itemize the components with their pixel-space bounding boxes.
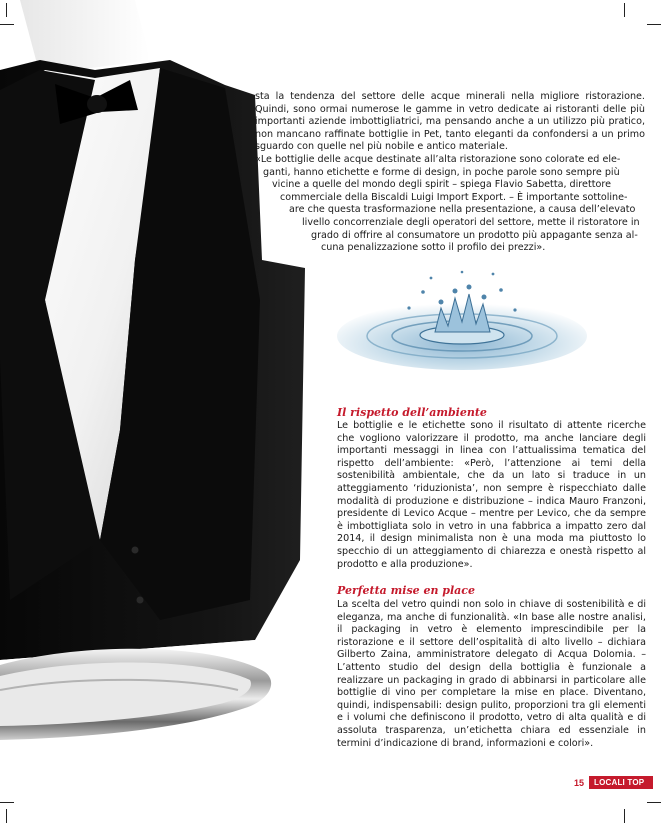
section-paragraph: La scelta del vetro quindi non solo in chiave di sostenibilità e di eleganza, ma anche di funzionalità. «In base alle nostre analisi, il packaging in vetro è elemento imprescindibile per la ristorazione e il settore dell’ospitalità di alto livello – dichiara Gilberto Zaina, amministratore delegato di Acqua Dolomia. – L’attento studio del design della bottiglia è funzionale a realizzare un packaging in grado di abbinarsi in particolare alle bottiglie di vino per completare la mise en place. Diventano, quindi, indispensabili: design pulito, proporzioni tra gli elementi e i volumi che definiscono il prodotto, vetro di alta qualità e di assoluta trasparenza, un’etichetta chiara ed essenziale in termini d’indicazione di brand, informazioni e colori».: [337, 599, 646, 749]
page-number: 15: [574, 778, 585, 788]
quote-line: ganti, hanno etichette e forme di design, in poche parole sono sempre più: [263, 166, 620, 178]
water-splash-photo: [335, 262, 589, 385]
section-heading-mise-en-place: Perfetta mise en place: [337, 584, 475, 597]
intro-text: [255, 91, 645, 255]
section-tab-label: LOCALI TOP: [594, 778, 645, 787]
section-body-mise-en-place: [337, 599, 646, 750]
quote-line: are che questa trasformazione nella presentazione, a causa dell’elevato: [289, 204, 636, 216]
section-paragraph: Le bottiglie e le etichette sono il risultato di attente ricerche che vogliono valorizzare il prodotto, ma anche lanciare degli importanti messaggi in linea con l’attualissima tematica del rispetto dell’ambiente: «Però, l’attenzione ai temi della sostenibilità ambientale, che da un lato si traduce in un atteggiamento ‘riduzionista’, non sempre è rispecchiato dalle modalità di produzione e distribuzione – indica Mauro Franzoni, presidente di Levico Acque – mentre per Levico, che da sempre è imbottigliata solo in vetro in una fabbrica a impatto zero dal 2014, il design minimalista non è una moda ma piuttosto lo specchio di un atteggiamento di chiarezza e onestà rispetto al prodotto e alla produzione».: [337, 420, 646, 570]
quote-line: «Le bottiglie delle acque destinate all’alta ristorazione sono colorate ed ele-: [255, 153, 621, 165]
quote-line: cuna penalizzazione sotto il profilo dei prezzi».: [321, 242, 546, 254]
quote-line: commerciale della Biscaldi Luigi Import Export. – È importante sottoline-: [280, 191, 628, 203]
section-body-environment: [337, 420, 646, 571]
quote-line: vicine a quelle del mondo degli spirit – spiega Flavio Sabetta, direttore: [272, 179, 611, 191]
intro-paragraph: sta la tendenza del settore delle acque minerali nella migliore ristorazione. Quindi, sono ormai numerose le gamme in vetro dedicate ai ristoranti delle più importanti aziende imbottigliatrici, ma pensando anche a un utilizzo più pratico, non mancano raffinate bottiglie in Pet, tanto eleganti da confondersi a un primo sguardo con quelle nel più nobile e antico materiale.: [255, 91, 645, 153]
quote-line: livello concorrenziale degli operatori del settore, mette il ristoratore in: [302, 216, 640, 228]
section-heading-environment: Il rispetto dell’ambiente: [337, 406, 487, 419]
quote-line: grado di offrire al consumatore un prodotto più appagante senza al-: [311, 229, 638, 241]
